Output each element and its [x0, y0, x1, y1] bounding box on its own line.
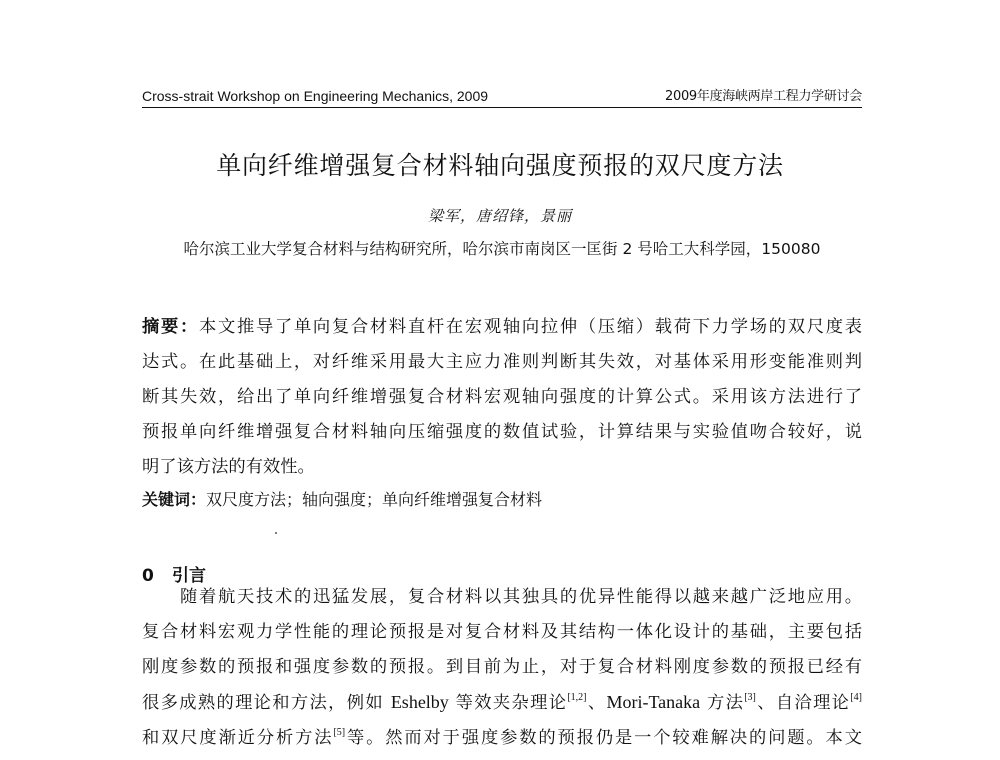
abstract-line: 明了该方法的有效性。 — [142, 457, 315, 477]
abstract-line — [142, 310, 862, 345]
body-line: 随着航天技术的迅猛发展，复合材料以其独具的优异性能得以越来越广泛地应用。 — [180, 587, 862, 607]
abstract-line: 预报单向纤维增强复合材料轴向压缩强度的数值试验，计算结果与实验值吻合较好，说 — [142, 422, 862, 442]
citation-ref[interactable]: [3] — [744, 692, 756, 703]
text-segment: 、自洽理论 — [755, 693, 851, 713]
text-segment: 等效夹杂理论 — [448, 693, 568, 713]
keywords-label: 关键词： — [142, 490, 207, 509]
abstract — [142, 310, 862, 485]
text-segment: 方法 — [700, 693, 745, 713]
paper-title: 单向纤维增强复合材料轴向强度预报的双尺度方法 — [216, 151, 784, 180]
text-segment: 和双尺度渐近分析方法 — [142, 728, 334, 748]
keywords — [142, 487, 862, 513]
section-title: 引言 — [172, 566, 206, 586]
section-number: 0 — [142, 566, 154, 586]
text-segment: 等。然而对于强度参数的预报仍是一个较难解决的问题。本文 — [345, 728, 862, 748]
scan-artifact-dot — [275, 532, 277, 534]
body-line — [142, 721, 862, 756]
running-header-right: 2009年度海峡两岸工程力学研讨会 — [665, 89, 862, 104]
running-header — [142, 86, 862, 108]
paper-affiliation: 哈尔滨工业大学复合材料与结构研究所，哈尔滨市南岗区一匡街 2 号哈工大科学园，150080 — [183, 240, 821, 258]
abstract-line: 断其失效，给出了单向纤维增强复合材料宏观轴向强度的计算公式。采用该方法进行了 — [142, 387, 862, 407]
text-segment: 很多成熟的理论和方法，例如 — [142, 693, 391, 713]
abstract-text: 本文推导了单向复合材料直杆在宏观轴向拉伸（压缩）载荷下力学场的双尺度表 — [198, 317, 862, 337]
term-eshelby: Eshelby — [390, 692, 449, 712]
keywords-text: 双尺度方法；轴向强度；单向纤维增强复合材料 — [206, 490, 543, 509]
body-line: 复合材料宏观力学性能的理论预报是对复合材料及其结构一体化设计的基础，主要包括 — [142, 622, 862, 642]
running-header-left: Cross-strait Workshop on Engineering Mechanics, 2009 — [142, 88, 489, 104]
citation-ref[interactable]: [1,2] — [567, 692, 587, 703]
term-mori-tanaka: Mori-Tanaka — [606, 692, 701, 712]
text-segment: 、 — [586, 693, 607, 713]
introduction-paragraph — [142, 580, 862, 756]
body-line: 刚度参数的预报和强度参数的预报。到目前为止，对于复合材料刚度参数的预报已经有 — [142, 657, 862, 677]
citation-ref[interactable]: [5] — [333, 727, 346, 738]
citation-ref[interactable]: [4] — [850, 692, 862, 703]
body-line — [142, 685, 862, 721]
paper-authors: 梁军，唐绍锋，景丽 — [427, 207, 572, 225]
abstract-line: 达式。在此基础上，对纤维采用最大主应力准则判断其失效，对基体采用形变能准则判 — [142, 352, 862, 372]
abstract-label: 摘要： — [142, 317, 199, 337]
